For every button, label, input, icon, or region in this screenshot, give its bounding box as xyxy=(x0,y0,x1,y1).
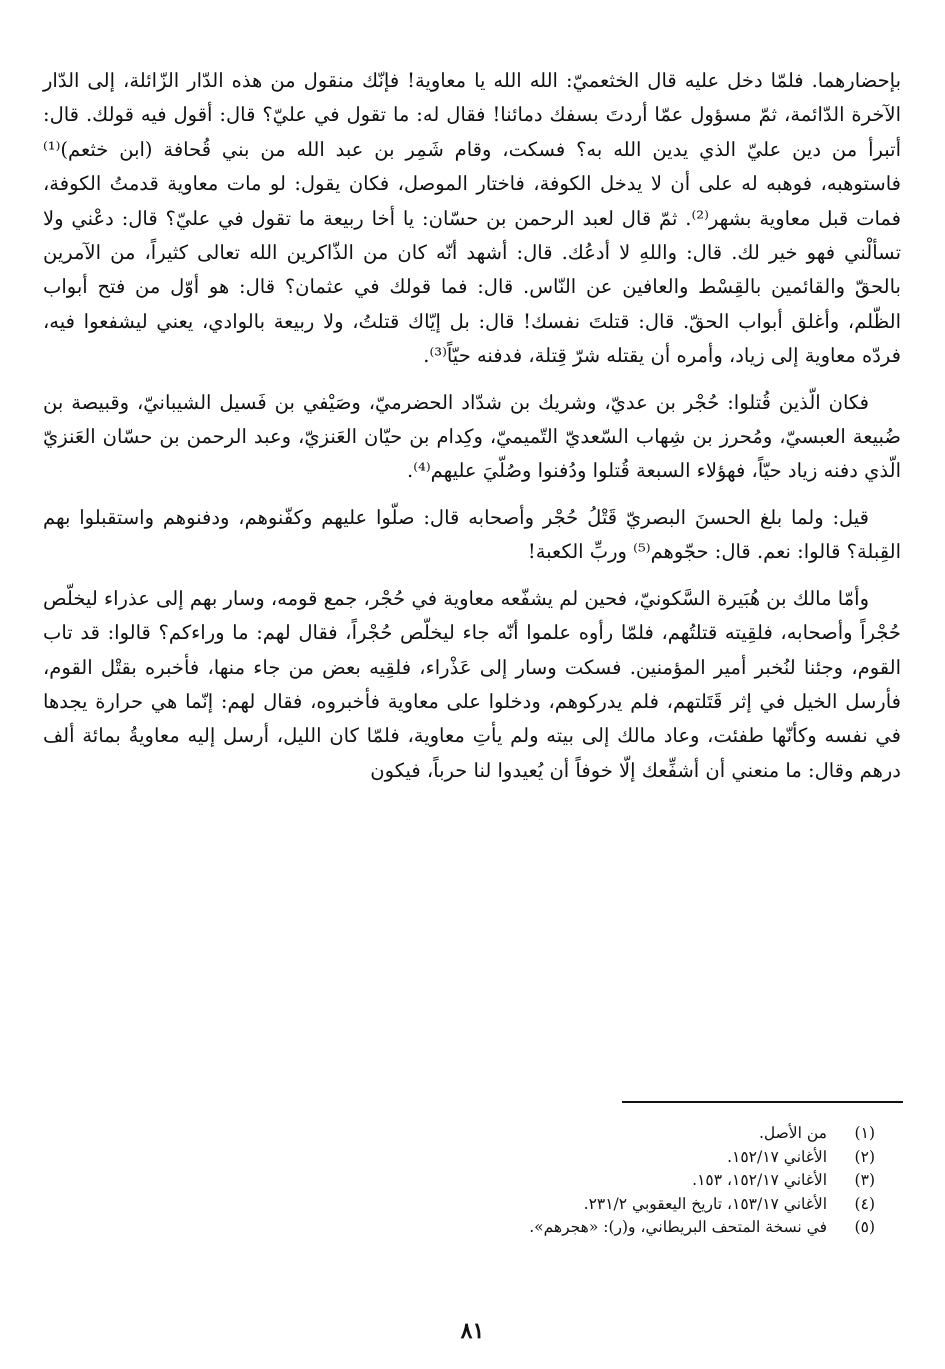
footnote-number: (٢) xyxy=(854,1147,875,1166)
paragraph-4: وأمّا مالك بن هُبَيرة السَّكونيّ، فحين لم يشفّعه معاوية في حُجْر، جمع قومه، وسار بهم إلى عذراء ليخلّص حُجْراً وأصحابه، فلقِيته قتلتُهم، فلمّا رأوه علموا أنّه جاء ليخلّص حُجْراً، فقال لهم: ما وراءكم؟ قالوا: قد تاب القوم، وجئنا لنُخبر أمير المؤمنين. فسكت وسار إلى عَذْراء، فلقِيه بعض من جاء منها، فأخبره بقتْل القوم، فأرسل الخيل في إثر قَتَلتهم، فلم يدركوهم، ودخلوا على معاوية فأخبروه، فقال لهم: إنّما هي حرارة يجدها في نفسه وكأنّها طفئت، وعاد مالك إلى بيته ولم يأتِ معاوية، فلمّا كان الليل، أرسل إليه معاويةُ بمائة ألف درهم وقال: ما منعني أن أشفِّعك إلّا خوفاً أن يُعيدوا لنا حرباً، فيكون xyxy=(43,586,901,782)
footnote-5 xyxy=(275,1216,875,1240)
paragraph-1: بإحضارهما. فلمّا دخل عليه قال الخثعميّ: الله الله يا معاوية! فإنّك منقول من هذه الدّار الزّائلة، إلى الدّار الآخرة الدّائمة، ثمّ مسؤول عمّا أردتَ بسفك دمائنا! فقال له: ما تقول في عليّ؟ قال: أقول فيه قولك. قال: أتبرأ من دين عليّ الذي يدين الله به؟ فسكت، وقام شَمِر بن عبد الله من بني قُحافة (ابن خثعم)⁽¹⁾ فاستوهبه، فوهبه له على أن لا يدخل الكوفة، فاختار الموصل، فكان يقول: لو مات معاوية قدمتُ الكوفة، فمات قبل معاوية بشهر⁽²⁾. ثمّ قال لعبد الرحمن بن حسّان: يا أخا ربيعة ما تقول في عليّ؟ قال: دعْني ولا تسألْني فهو خير لك. قال: واللهِ لا أدعُك. قال: أشهد أنّه كان من الذّاكرين الله تعالى كثيراً، من الآمرين بالحقّ والقائمين بالقِسْط والعافين عن النّاس. قال: فما قولك في عثمان؟ قال: هو أوّل من فتح أبواب الظّلم، وأغلق أبواب الحقّ. قال: قتلتَ نفسك! قال: بل إيّاك قتلتُ، ولا ربيعة بالوادي، يعني ليشفعوا فيه، فردّه معاوية إلى زياد، وأمره أن يقتله شرّ قِتلة، فدفنه حيّاً⁽³⁾. xyxy=(43,69,901,368)
footnote-3 xyxy=(275,1169,875,1193)
footnote-number: (٥) xyxy=(854,1218,875,1236)
footnote-number: (٣) xyxy=(854,1171,875,1189)
paragraph-3: قيل: ولما بلغ الحسنَ البصريّ قَتْلُ حُجْر وأصحابه قال: صلّوا عليهم وكفّنوهم، ودفنوهم واستقبلوا بهم القِبلة؟ قالوا: نعم. قال: حجّوهم⁽⁵⁾ وربِّ الكعبة! xyxy=(43,505,901,564)
footnote-number: (١) xyxy=(854,1124,875,1142)
footnote-text: في نسخة المتحف البريطاني، و(ر): «هجرهم». xyxy=(529,1218,827,1236)
footnote-1 xyxy=(275,1122,875,1146)
footnotes xyxy=(275,1122,875,1240)
footnote-4 xyxy=(275,1193,875,1217)
footnote-text: الأغاني ١٥٢/١٧. xyxy=(727,1147,827,1166)
paragraph-2: فكان الّذين قُتلوا: حُجْر بن عديّ، وشريك بن شدّاد الحضرميّ، وصَيْفي بن فَسيل الشيبانيّ، وقبيصة بن ضُبيعة العبسيّ، ومُحرز بن شِهاب السّعديّ التّميميّ، وكِدام بن حيّان العَنزيّ، وعبد الرحمن بن حسّان العَنزيّ الّذي دفنه زياد حيّاً، فهؤلاء السبعة قُتلوا ودُفنوا وصُلّيَ عليهم⁽⁴⁾. xyxy=(43,390,901,483)
footnote-text: الأغاني ١٥٣/١٧، تاريخ اليعقوبي ٢٣١/٢. xyxy=(583,1194,827,1213)
footnote-text: من الأصل. xyxy=(758,1124,827,1142)
footnote-text: الأغاني ١٥٢/١٧، ١٥٣. xyxy=(692,1171,827,1189)
footnote-separator xyxy=(622,1101,903,1103)
footnote-number: (٤) xyxy=(854,1194,875,1213)
main-text xyxy=(43,64,901,788)
footnote-2 xyxy=(275,1146,875,1170)
page-number: ٨١ xyxy=(460,1318,485,1344)
